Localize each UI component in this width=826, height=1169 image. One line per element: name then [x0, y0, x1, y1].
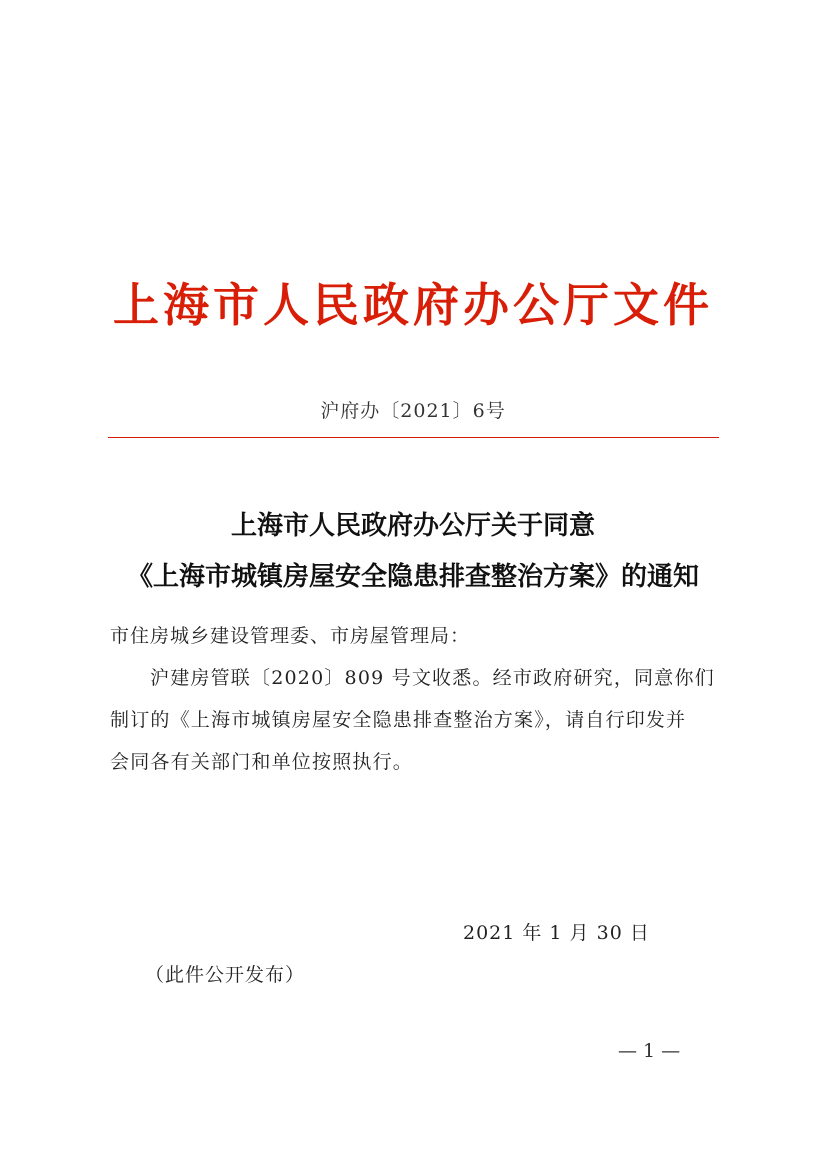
public-release-note: （此件公开发布） — [145, 964, 306, 986]
issue-date: 2021 年 1 月 30 日 — [463, 922, 650, 944]
addressee: 市住房城乡建设管理委、市房屋管理局： — [110, 625, 471, 647]
body-line-1: 沪建房管联〔2020〕809 号文收悉。经市政府研究，同意你们 — [150, 667, 715, 689]
red-separator-line — [108, 437, 719, 438]
document-title-line-1: 上海市人民政府办公厅关于同意 — [230, 511, 595, 541]
document-masthead: 上海市人民政府办公厅文件 — [113, 278, 713, 332]
page-number: — 1 — — [618, 1040, 681, 1062]
body-line-3: 会同各有关部门和单位按照执行。 — [110, 751, 414, 773]
body-line-2: 制订的《上海市城镇房屋安全隐患排查整治方案》，请自行印发并 — [110, 709, 687, 731]
document-title-line-2: 《上海市城镇房屋安全隐患排查整治方案》的通知 — [126, 562, 699, 592]
document-number: 沪府办〔2021〕6号 — [320, 400, 506, 422]
